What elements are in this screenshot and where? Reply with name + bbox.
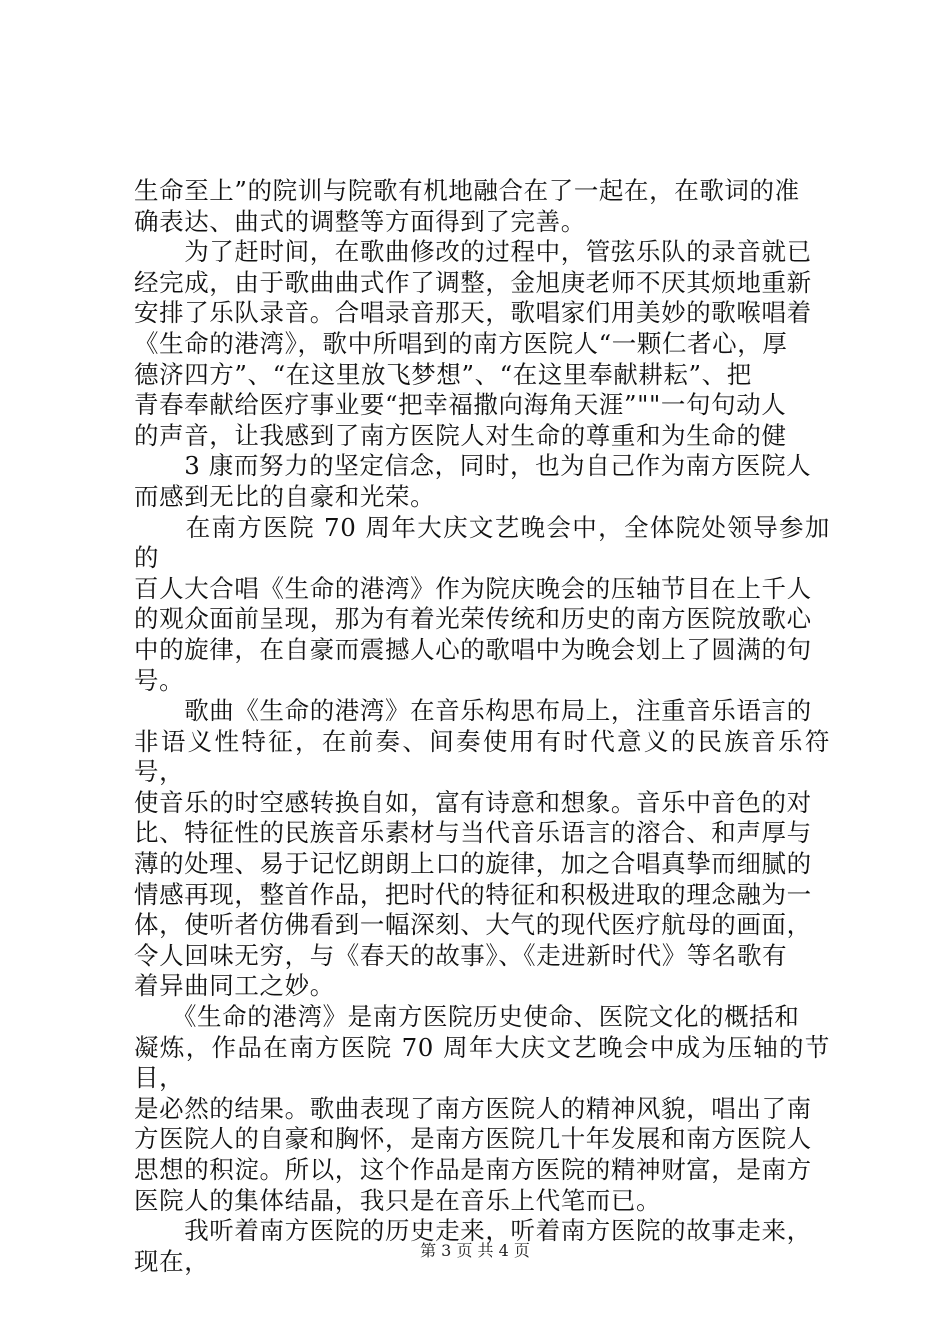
- page-number-footer: 第 3 页 共 4 页: [420, 1241, 530, 1260]
- text-line: 我听着南方医院的历史走来，听着南方医院的故事走来，: [134, 1216, 812, 1246]
- text-line: 的观众面前呈现，那为有着光荣传统和历史的南方医院放歌心: [134, 604, 812, 634]
- text-line: 《生命的港湾》，歌中所唱到的南方医院人“一颗仁者心，厚: [134, 328, 788, 358]
- text-line: 生命至上”的院训与院歌有机地融合在了一起在，在歌词的准: [134, 176, 800, 205]
- text-line: 百人大合唱《生命的港湾》作为院庆晚会的压轴节目在上千人: [134, 573, 812, 603]
- text-line: 方医院人的自豪和胸怀，是南方医院几十年发展和南方医院人: [134, 1124, 812, 1154]
- text-line: 薄的处理、易于记忆朗朗上口的旋律，加之合唱真挚而细腻的: [134, 849, 812, 879]
- text-line: 经完成，由于歌曲曲式作了调整，金旭庚老师不厌其烦地重新: [134, 267, 812, 297]
- text-line: 在南方医院 70 周年大庆文艺晚会中，全体院处领导参加的: [134, 512, 830, 573]
- paragraph-1: [134, 176, 830, 237]
- text-line: 凝炼，作品在南方医院 70 周年大庆文艺晚会中成为压轴的节目，: [134, 1032, 830, 1093]
- text-line: 比、特征性的民族音乐素材与当代音乐语言的溶合、和声厚与: [134, 818, 812, 848]
- text-line: 而感到无比的自豪和光荣。: [134, 481, 436, 511]
- text-line: 使音乐的时空感转换自如，富有诗意和想象。音乐中音色的对: [134, 787, 812, 817]
- paragraph-4: [134, 513, 830, 697]
- paragraph-6: [134, 1002, 830, 1216]
- paragraph-5: [134, 696, 830, 1002]
- text-line: 歌曲《生命的港湾》在音乐构思布局上，注重音乐语言的: [134, 696, 812, 726]
- text-line: 确表达、曲式的调整等方面得到了完善。: [134, 206, 586, 236]
- text-line: 思想的积淀。所以，这个作品是南方医院的精神财富，是南方: [134, 1155, 812, 1184]
- body-text: [134, 176, 830, 1277]
- text-line: 的声音，让我感到了南方医院人对生命的尊重和为生命的健: [134, 420, 787, 450]
- text-line: 为了赶时间，在歌曲修改的过程中，管弦乐队的录音就已: [134, 237, 812, 267]
- text-line: 青春奉献给医疗事业要“把幸福撒向海角天涯”""一句句动人: [134, 390, 787, 420]
- text-line: 是必然的结果。歌曲表现了南方医院人的精神风貌，唱出了南: [134, 1093, 812, 1123]
- text-line: 3 康而努力的坚定信念，同时，也为自己作为南方医院人: [134, 451, 812, 481]
- text-line: 德济四方”、“在这里放飞梦想”、“在这里奉献耕耘”、把: [134, 359, 752, 389]
- paragraph-3: [134, 451, 830, 512]
- text-line: 情感再现，整首作品，把时代的特征和积极进取的理念融为一: [134, 879, 812, 909]
- paragraph-2: [134, 237, 830, 451]
- text-line: 非语义性特征，在前奏、间奏使用有时代意义的民族音乐符号，: [134, 726, 830, 787]
- text-line: 号。: [134, 665, 185, 695]
- text-line: 医院人的集体结晶，我只是在音乐上代笔而已。: [134, 1185, 662, 1215]
- text-line: 现在，: [134, 1246, 210, 1276]
- text-line: 体，使听者仿佛看到一幅深刻、大气的现代医疗航母的画面，: [134, 910, 812, 940]
- text-line: 着异曲同工之妙。: [134, 971, 335, 1001]
- text-line: 《生命的港湾》是南方医院历史使命、医院文化的概括和: [134, 1002, 800, 1032]
- text-line: 中的旋律，在自豪而震撼人心的歌唱中为晚会划上了圆满的句: [134, 634, 812, 664]
- text-line: 安排了乐队录音。合唱录音那天，歌唱家们用美妙的歌喉唱着: [134, 298, 812, 328]
- text-line: 令人回味无穷，与《春天的故事》、《走进新时代》等名歌有: [134, 940, 788, 970]
